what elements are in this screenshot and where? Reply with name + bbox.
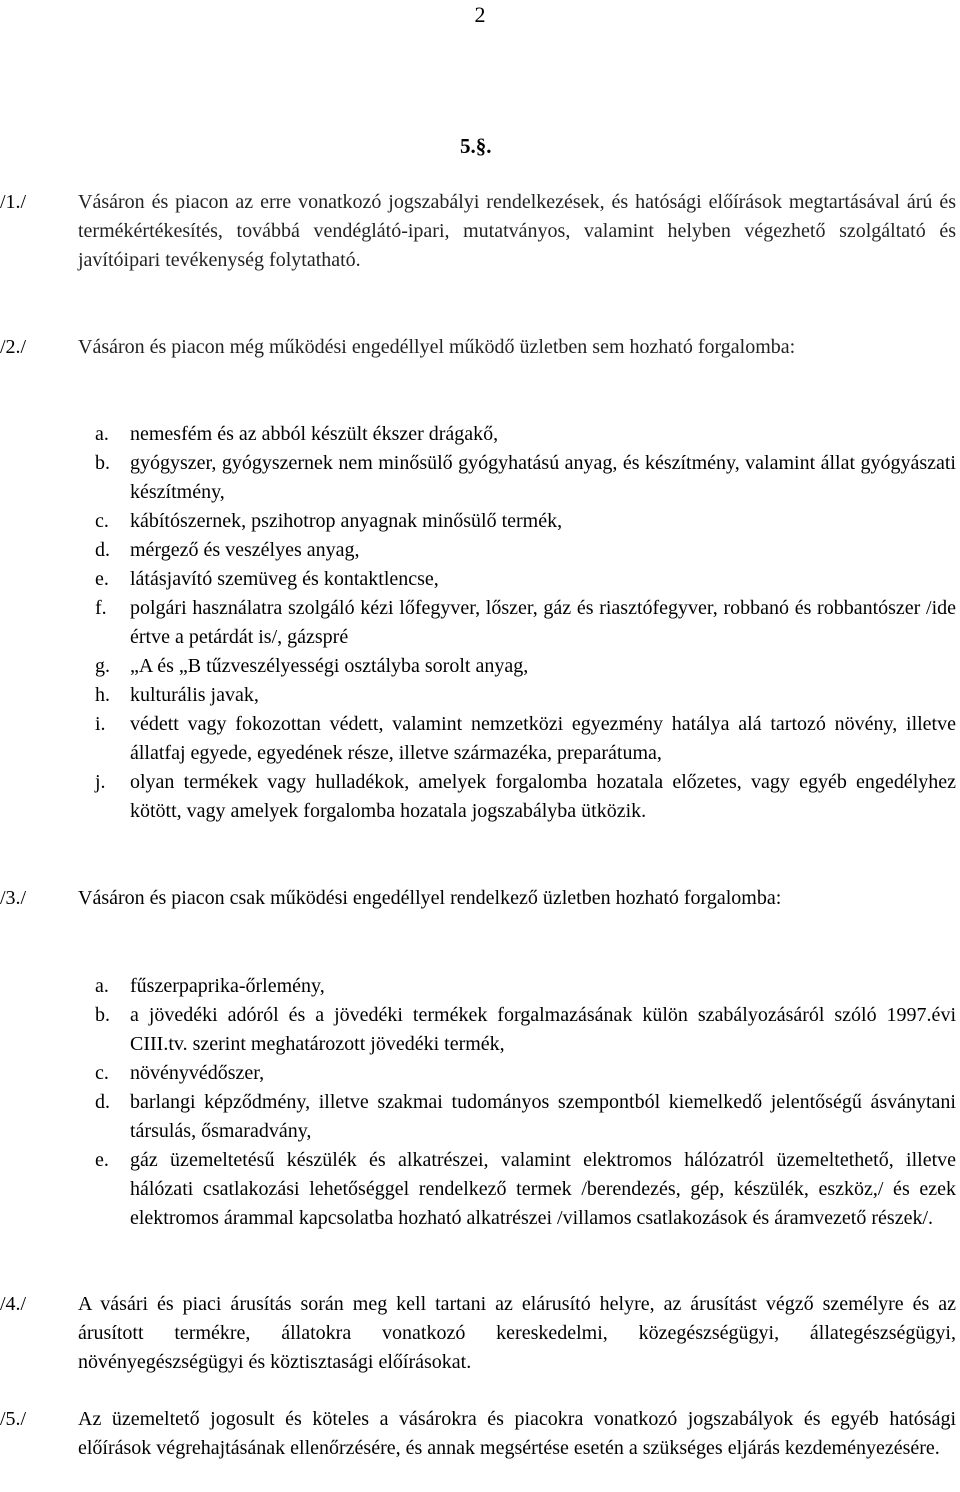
list-item bbox=[95, 681, 956, 710]
list-item bbox=[95, 972, 956, 1001]
list-item-text: olyan termékek vagy hulladékok, amelyek forgalomba hozatala előzetes, vagy egyéb engedélyhez kötött, vagy amelyek forgalomba hozatala jogszabályba ütközik. bbox=[130, 771, 956, 822]
list-item bbox=[95, 449, 956, 507]
list-item-text: nemesfém és az abból készült ékszer drágakő, bbox=[130, 423, 499, 445]
list-item-text: kábítószernek, pszihotrop anyagnak minősülő termék, bbox=[130, 510, 563, 532]
list-item bbox=[95, 710, 956, 768]
paragraph-3-text: Vásáron és piacon csak működési engedéllyel rendelkező üzletben hozható forgalomba: bbox=[78, 887, 782, 909]
paragraph-4-text: A vásári és piaci árusítás során meg kell tartani az elárusító helyre, az árusítást végző személyre és az árusított termékre, állatokra vonatkozó kereskedelmi, közegészségügyi, állategészségügyi, növényegészségügyi és köztisztasági előírásokat. bbox=[78, 1293, 956, 1373]
paragraph-5-number: /5./ bbox=[0, 1408, 27, 1430]
page-number: 2 bbox=[474, 2, 486, 27]
list-item bbox=[95, 507, 956, 536]
list-item-letter: g. bbox=[95, 655, 110, 677]
paragraph-1-number: /1./ bbox=[0, 191, 27, 213]
list-item-text: a jövedéki adóról és a jövedéki termékek forgalmazásának külön szabályozásáról szóló 1997.évi CIII.tv. szerint meghatározott jövedéki termék, bbox=[130, 1004, 956, 1055]
list-item-text: mérgező és veszélyes anyag, bbox=[130, 539, 360, 561]
list-item-letter: i. bbox=[95, 713, 106, 735]
list-item-letter: a. bbox=[95, 423, 109, 445]
list-item-text: barlangi képződmény, illetve szakmai tudományos szempontból kiemelkedő jelentőségű ásványtani társulás, ősmaradvány, bbox=[130, 1091, 956, 1142]
paragraph-3-list bbox=[95, 972, 956, 1233]
paragraph-5-text: Az üzemeltető jogosult és köteles a vásárokra és piacokra vonatkozó jogszabályok és egyéb hatósági előírások végrehajtásának ellenőrzésére, és annak megsértése esetén a szükséges eljárás kezdeményezésére. bbox=[78, 1408, 956, 1459]
paragraph-1-text: Vásáron és piacon az erre vonatkozó jogszabályi rendelkezések, és hatósági előírások megtartásával árú és termékértékesítés, továbbá vendéglátó-ipari, mutatványos, valamint helyben végezhető szolgáltató és javítóipari tevékenység folytatható. bbox=[78, 191, 956, 271]
list-item bbox=[95, 594, 956, 652]
list-item-letter: e. bbox=[95, 568, 109, 590]
list-item bbox=[95, 565, 956, 594]
list-item bbox=[95, 1059, 956, 1088]
list-item-text: növényvédőszer, bbox=[130, 1062, 265, 1084]
list-item bbox=[95, 420, 956, 449]
list-item-letter: c. bbox=[95, 1062, 109, 1084]
section-title: 5.§. bbox=[460, 134, 492, 158]
paragraph-3-number: /3./ bbox=[0, 887, 27, 909]
list-item-text: fűszerpaprika-őrlemény, bbox=[130, 975, 325, 997]
list-item-text: gyógyszer, gyógyszernek nem minősülő gyógyhatású anyag, és készítmény, valamint állat gyógyászati készítmény, bbox=[130, 452, 956, 503]
list-item-letter: j. bbox=[95, 771, 106, 793]
paragraph-2-number: /2./ bbox=[0, 336, 27, 358]
paragraph-2-list bbox=[95, 420, 956, 826]
list-item bbox=[95, 1088, 956, 1146]
list-item-text: gáz üzemeltetésű készülék és alkatrészei, valamint elektromos hálózatról üzemeltethető, illetve hálózati csatlakozási lehetőséggel rendelkező termek /berendezés, gép, készülék, eszköz,/ és ezek elektromos árammal kapcsolatba hozható alkatrészei /villamos csatlakozások és áramvezető részek/. bbox=[130, 1149, 956, 1229]
list-item-letter: f. bbox=[95, 597, 107, 619]
list-item bbox=[95, 536, 956, 565]
list-item-text: látásjavító szemüveg és kontaktlencse, bbox=[130, 568, 439, 590]
list-item-letter: d. bbox=[95, 539, 110, 561]
paragraph-2-text: Vásáron és piacon még működési engedéllyel működő üzletben sem hozható forgalomba: bbox=[78, 336, 796, 358]
list-item-text: „A és „B tűzveszélyességi osztályba sorolt anyag, bbox=[130, 655, 529, 677]
list-item bbox=[95, 1146, 956, 1233]
list-item-letter: h. bbox=[95, 684, 110, 706]
list-item-text: védett vagy fokozottan védett, valamint nemzetközi egyezmény hatálya alá tartozó növény, illetve állatfaj egyede, egyedének része, illetve származéka, preparátuma, bbox=[130, 713, 956, 764]
list-item-text: polgári használatra szolgáló kézi lőfegyver, lőszer, gáz és riasztófegyver, robbanó és robbantószer /ide értve a petárdát is/, gázspré bbox=[130, 597, 956, 648]
list-item-letter: b. bbox=[95, 1004, 110, 1026]
list-item-letter: e. bbox=[95, 1149, 109, 1171]
list-item-letter: d. bbox=[95, 1091, 110, 1113]
list-item-letter: a. bbox=[95, 975, 109, 997]
list-item-letter: b. bbox=[95, 452, 110, 474]
list-item bbox=[95, 652, 956, 681]
paragraph-4-number: /4./ bbox=[0, 1293, 27, 1315]
list-item-text: kulturális javak, bbox=[130, 684, 259, 706]
list-item bbox=[95, 768, 956, 826]
list-item bbox=[95, 1001, 956, 1059]
list-item-letter: c. bbox=[95, 510, 109, 532]
